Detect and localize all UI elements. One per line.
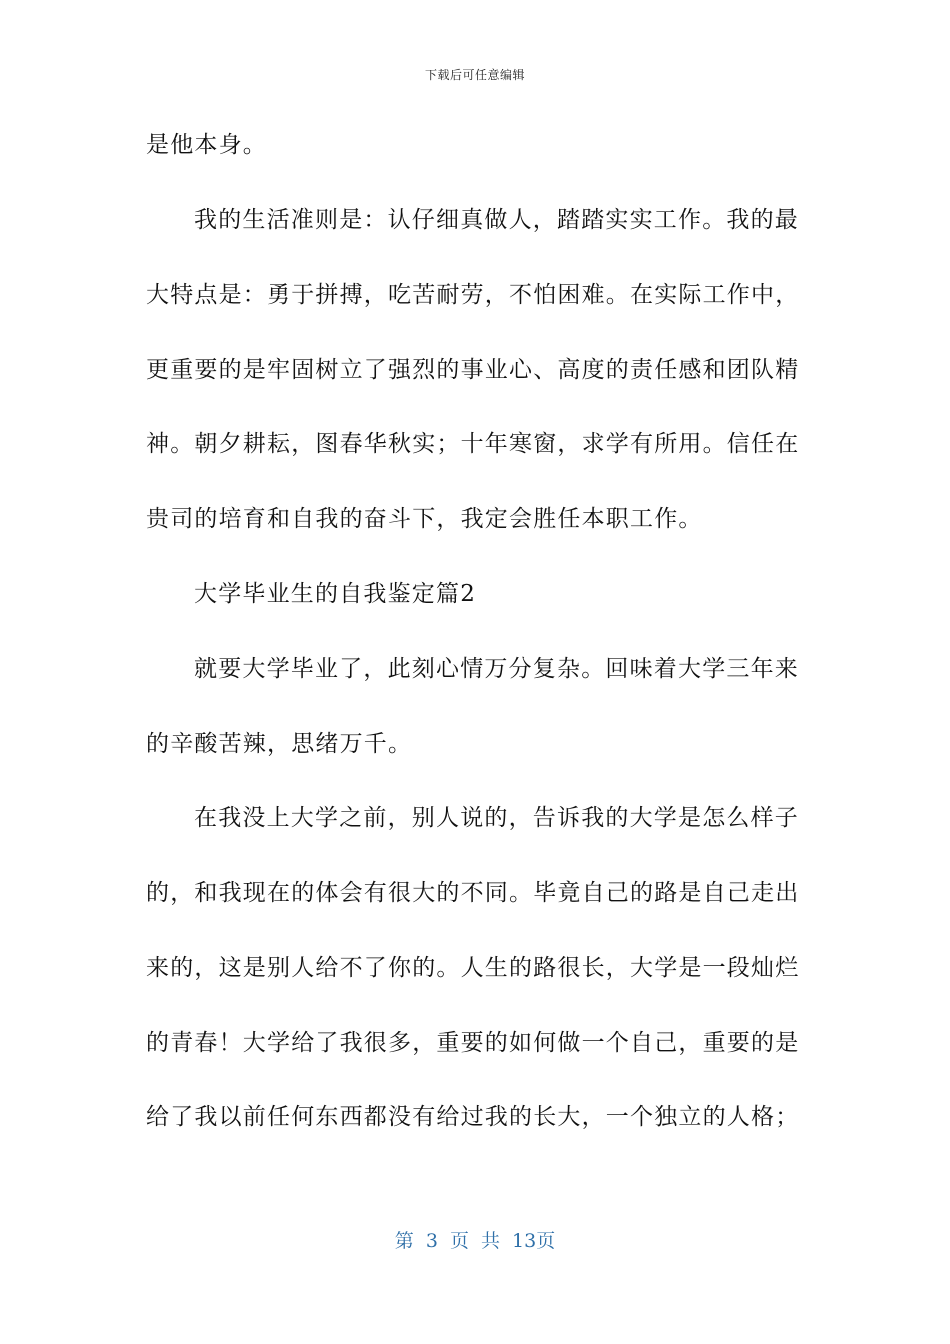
body-line: 就要大学毕业了，此刻心情万分复杂。回味着大学三年来 <box>194 656 799 682</box>
body-line: 更重要的是牢固树立了强烈的事业心、高度的责任感和团队精 <box>146 357 800 383</box>
body-line: 贵司的培育和自我的奋斗下，我定会胜任本职工作。 <box>146 506 703 532</box>
body-line: 的，和我现在的体会有很大的不同。毕竟自己的路是自己走出 <box>146 880 800 906</box>
body-line: 的辛酸苦辣，思绪万千。 <box>146 731 413 757</box>
body-line: 神。朝夕耕耘，图春华秋实；十年寒窗，求学有所用。信任在 <box>146 431 800 457</box>
page-indicator: 第 3 页 共 13页 <box>394 1230 556 1252</box>
section-heading: 大学毕业生的自我鉴定篇2 <box>194 581 477 607</box>
body-line: 的青春！大学给了我很多，重要的如何做一个自己，重要的是 <box>146 1030 800 1056</box>
body-line: 大特点是：勇于拼搏，吃苦耐劳，不怕困难。在实际工作中， <box>146 282 800 308</box>
header-note: 下载后可任意编辑 <box>424 68 525 82</box>
body-line: 我的生活准则是：认仔细真做人，踏踏实实工作。我的最 <box>194 207 799 233</box>
body-line: 给了我以前任何东西都没有给过我的长大，一个独立的人格； <box>146 1104 800 1130</box>
body-line: 在我没上大学之前，别人说的，告诉我的大学是怎么样子 <box>194 805 799 831</box>
body-line: 是他本身。 <box>146 132 267 158</box>
body-line: 来的，这是别人给不了你的。人生的路很长，大学是一段灿烂 <box>146 955 800 981</box>
